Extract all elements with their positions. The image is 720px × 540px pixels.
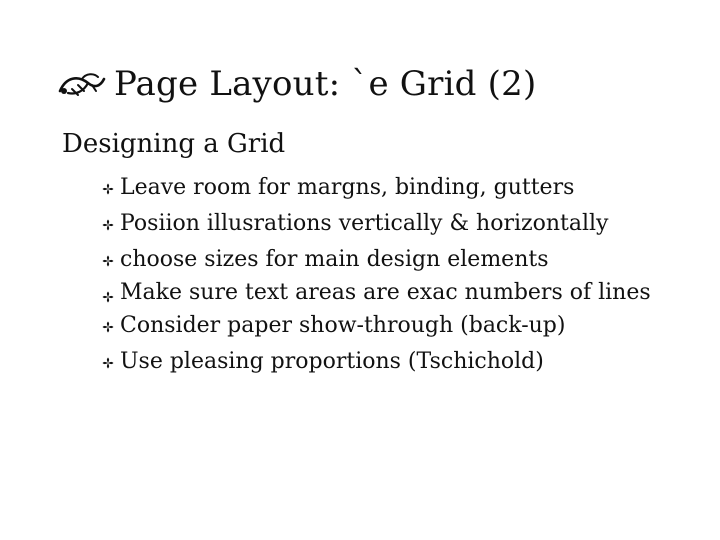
diamond-clover-bullet-icon [102,183,114,195]
title-row [58,58,536,110]
diamond-clover-bullet-icon [102,321,114,333]
diamond-clover-bullet-icon [102,219,114,231]
bullet-text: Make sure text areas are exac numbers of lines [120,280,651,305]
bullet-text: choose sizes for main design elements [120,247,549,272]
list-item [102,308,692,344]
diamond-clover-bullet-icon [102,291,114,303]
bullet-list [102,170,692,380]
diamond-clover-bullet-icon [102,357,114,369]
slide-title: Page Layout: `e Grid (2) [114,64,537,104]
bullet-text: Use pleasing proportions (Tschichold) [120,349,544,374]
bullet-text: Consider paper show-through (back-up) [120,313,566,338]
list-item [102,206,692,242]
curled-leaf-dingbat-icon [58,69,106,99]
list-item [102,344,692,380]
list-item [102,170,692,206]
slide-subtitle: Designing a Grid [62,129,286,159]
list-item [102,242,692,278]
diamond-clover-bullet-icon [102,255,114,267]
list-item [102,278,692,308]
bullet-text: Leave room for margns, binding, gutters [120,175,575,200]
bullet-text: Posiion illusrations vertically & horizontally [120,211,609,236]
